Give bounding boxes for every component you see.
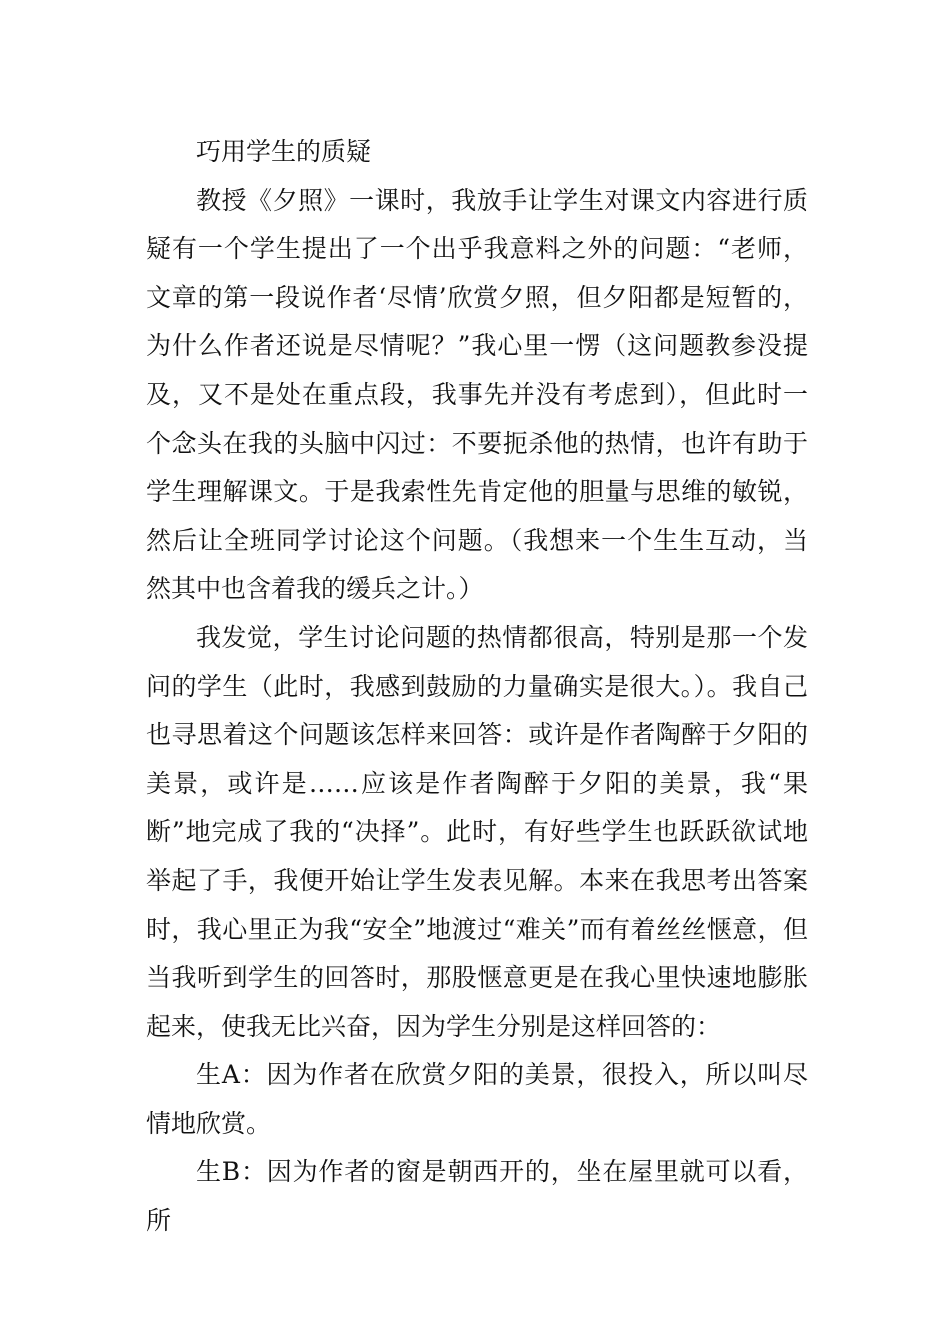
document-title: 巧用学生的质疑	[196, 137, 372, 166]
paragraph-student-a: 生A：因为作者在欣赏夕阳的美景，很投入，所以叫尽情地欣赏。	[146, 1060, 808, 1138]
document-body	[146, 128, 808, 1246]
paragraph-intro-question: 教授《夕照》一课时，我放手让学生对课文内容进行质疑有一个学生提出了一个出乎我意料之外的问题：“老师，文章的第一段说作者‘尽情’欣赏夕照，但夕阳都是短暂的，为什么作者还说是尽情呢？”我心里一愣（这问题教参没提及，又不是处在重点段，我事先并没有考虑到），但此时一个念头在我的头脑中闪过：不要扼杀他的热情，也许有助于学生理解课文。于是我索性先肯定他的胆量与思维的敏锐，然后让全班同学讨论这个问题。（我想来一个生生互动，当然其中也含着我的缓兵之计。）	[146, 185, 808, 604]
paragraph-discussion: 我发觉，学生讨论问题的热情都很高，特别是那一个发问的学生（此时，我感到鼓励的力量确实是很大。）。我自己也寻思着这个问题该怎样来回答：或许是作者陶醉于夕阳的美景，或许是……应该是作者陶醉于夕阳的美景，我“果断”地完成了我的“决择”。此时，有好些学生也跃跃欲试地举起了手，我便开始让学生发表见解。本来在我思考出答案时，我心里正为我“安全”地渡过“难关”而有着丝丝惬意，但当我听到学生的回答时，那股惬意更是在我心里快速地膨胀起来，使我无比兴奋，因为学生分别是这样回答的：	[146, 622, 808, 1041]
paragraph-student-b: 生B：因为作者的窗是朝西开的，坐在屋里就可以看，所	[146, 1157, 808, 1236]
